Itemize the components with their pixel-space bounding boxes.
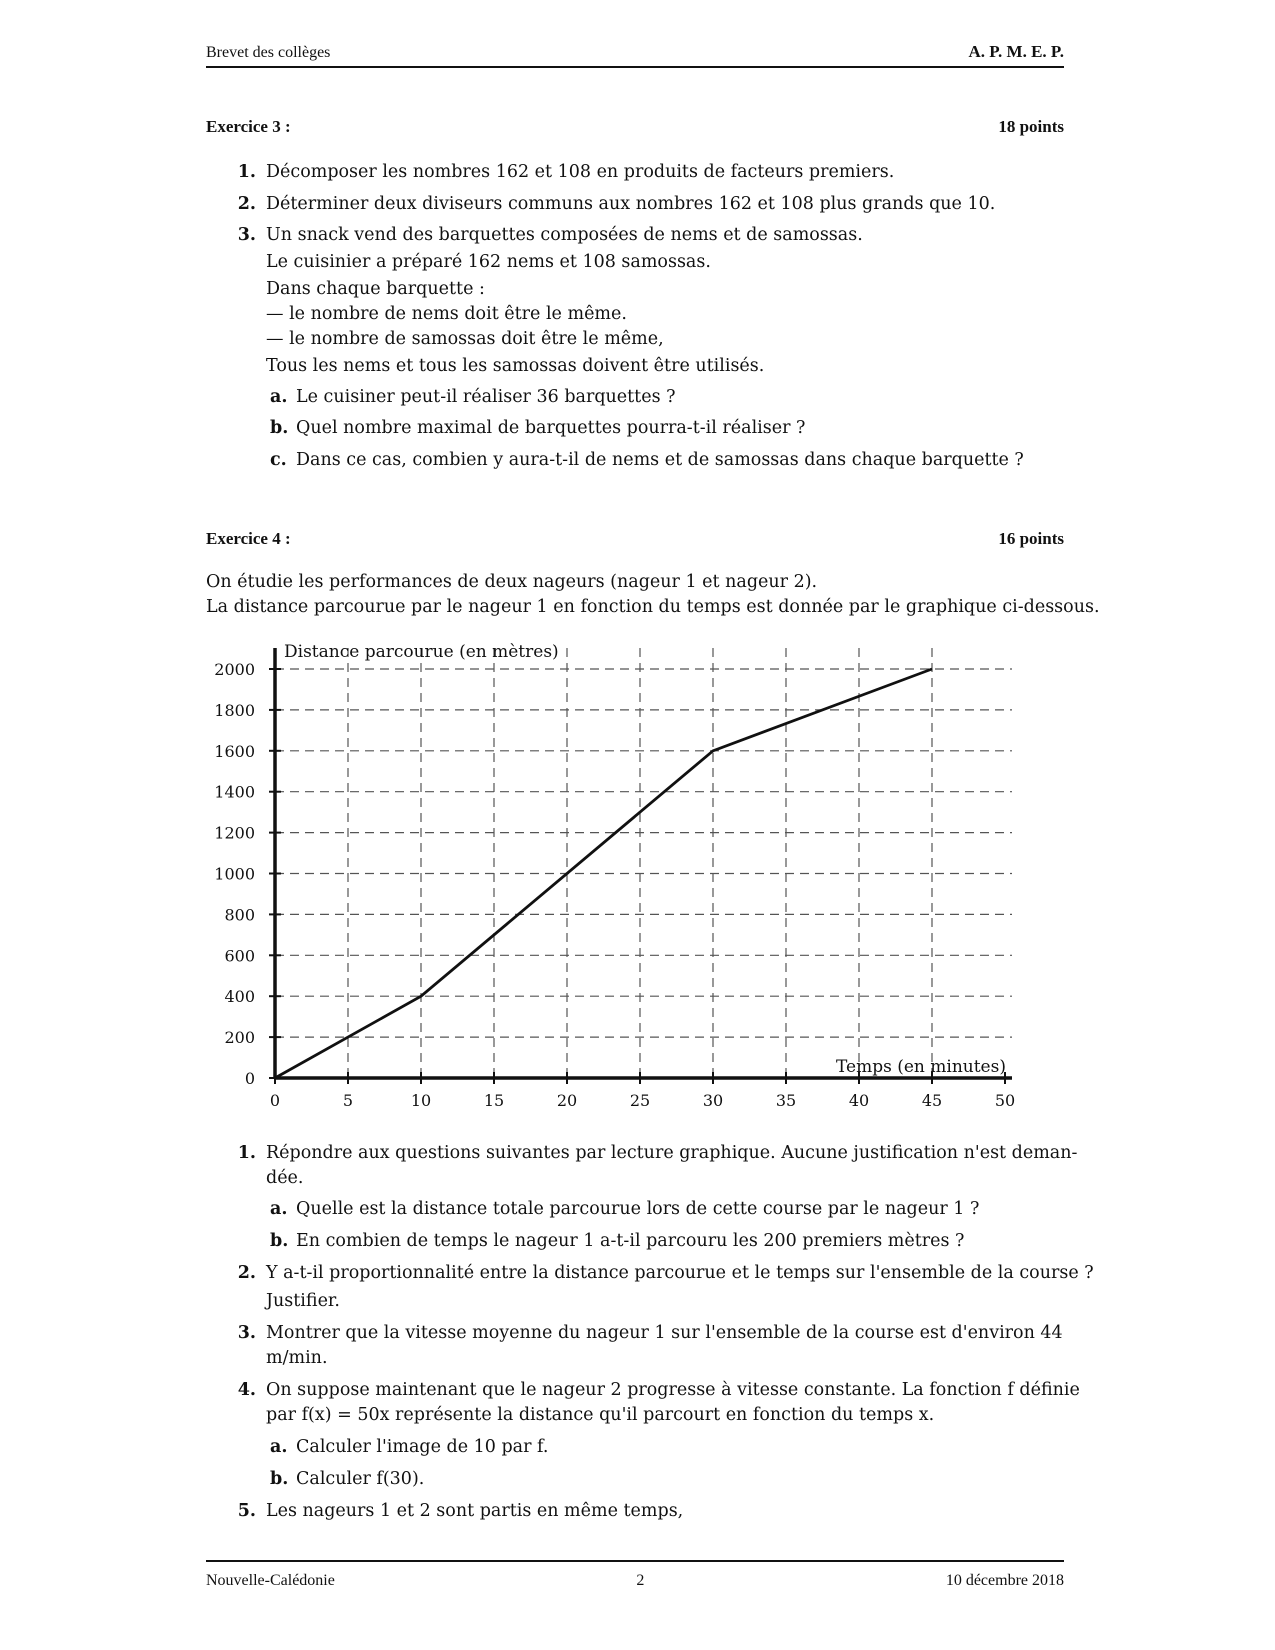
exercise-3-title: Exercice 3 : — [206, 117, 291, 136]
y-tick-label: 0 — [244, 1069, 255, 1088]
question-text: Déterminer deux diviseurs communs aux nombres 162 et 108 plus grands que 10. — [266, 194, 996, 214]
header-left: Brevet des collèges — [206, 44, 331, 61]
question-text: Un snack vend des barquettes composées de nems et de samossas. — [266, 225, 863, 245]
sub-question-label: b. — [270, 1231, 289, 1251]
footer-left: Nouvelle-Calédonie — [206, 1572, 335, 1589]
question-number: 1. — [237, 1143, 256, 1163]
y-tick-label: 1000 — [214, 864, 255, 884]
x-tick-label: 20 — [556, 1091, 578, 1110]
x-tick-label: 10 — [410, 1091, 432, 1110]
y-tick-label: 400 — [224, 987, 255, 1007]
footer-right: 10 décembre 2018 — [945, 1572, 1064, 1589]
sub-question-label: b. — [270, 1469, 289, 1489]
sub-question-label: a. — [270, 387, 288, 407]
question-number: 3. — [237, 1323, 256, 1343]
ex4-q2-line2: Justifier. — [266, 1291, 340, 1311]
sub-question-label: c. — [270, 450, 287, 470]
ex4-q3-line2: m/min. — [266, 1348, 328, 1368]
x-tick-label: 40 — [848, 1091, 870, 1110]
sub-question-label: a. — [270, 1437, 288, 1457]
question-text: Les nageurs 1 et 2 sont partis en même temps, — [266, 1501, 684, 1521]
ex4-q4-line2: par f(x) = 50x représente la distance qu'il parcourt en fonction du temps x. — [266, 1405, 935, 1425]
y-tick-label: 1400 — [214, 782, 255, 802]
page-number: 2 — [636, 1572, 645, 1589]
ex4-intro-2: La distance parcourue par le nageur 1 en fonction du temps est donnée par le graphique ci-dessous. — [206, 597, 1100, 617]
x-tick-label: 0 — [269, 1091, 281, 1110]
ex3-q3-dash-item: — le nombre de nems doit être le même. — [266, 304, 627, 324]
chart-grid — [275, 648, 1012, 1078]
exercise-4-title: Exercice 4 : — [206, 529, 291, 548]
question-text: Décomposer les nombres 162 et 108 en produits de facteurs premiers. — [266, 162, 895, 182]
y-tick-label: 2000 — [214, 660, 255, 679]
chart-ticks — [214, 660, 1015, 1110]
question-text: On suppose maintenant que le nageur 2 progresse à vitesse constante. La fonction f définie — [266, 1380, 1080, 1400]
exercise-4-points: 16 points — [998, 529, 1064, 548]
x-tick-label: 50 — [994, 1091, 1016, 1110]
ex3-q3-line: Le cuisinier a préparé 162 nems et 108 samossas. — [266, 252, 711, 272]
y-tick-label: 1800 — [214, 700, 255, 720]
y-tick-label: 800 — [224, 905, 255, 925]
x-tick-label: 5 — [342, 1091, 354, 1110]
sub-question-text: Quelle est la distance totale parcourue lors de cette course par le nageur 1 ? — [296, 1199, 980, 1219]
question-text: Y a-t-il proportionnalité entre la distance parcourue et le temps sur l'ensemble de la course ? — [266, 1263, 1094, 1283]
ex3-q3-line: Dans chaque barquette : — [266, 279, 485, 299]
sub-question-text: Calculer l'image de 10 par f. — [296, 1437, 549, 1457]
sub-question-text: Quel nombre maximal de barquettes pourra-t-il réaliser ? — [296, 418, 806, 438]
question-text: Répondre aux questions suivantes par lecture graphique. Aucune justification n'est deman- — [266, 1143, 1078, 1163]
sub-question-text: Dans ce cas, combien y aura-t-il de nems et de samossas dans chaque barquette ? — [296, 450, 1024, 470]
question-number: 4. — [237, 1380, 256, 1400]
ex3-q3-line: Tous les nems et tous les samossas doivent être utilisés. — [266, 356, 765, 376]
ex3-q3-dash-item: — le nombre de samossas doit être le même, — [266, 329, 664, 349]
sub-question-label: b. — [270, 418, 289, 438]
header-right: A. P. M. E. P. — [968, 42, 1064, 61]
ex4-intro-1: On étudie les performances de deux nageurs (nageur 1 et nageur 2). — [206, 572, 818, 592]
x-tick-label: 35 — [775, 1091, 797, 1110]
y-tick-label: 600 — [224, 946, 255, 966]
y-tick-label: 1200 — [214, 823, 255, 843]
sub-question-text: Calculer f(30). — [296, 1469, 425, 1489]
question-number: 2. — [237, 194, 256, 214]
question-number: 2. — [237, 1263, 256, 1283]
x-tick-label: 45 — [921, 1091, 943, 1110]
sub-question-text: En combien de temps le nageur 1 a-t-il parcouru les 200 premiers mètres ? — [296, 1231, 965, 1251]
page-footer — [206, 1560, 1064, 1590]
exercise-3-points: 18 points — [998, 117, 1064, 136]
question-number: 3. — [237, 225, 256, 245]
sub-question-text: Le cuisiner peut-il réaliser 36 barquettes ? — [296, 387, 676, 407]
x-tick-label: 30 — [702, 1091, 724, 1110]
x-tick-label: 15 — [483, 1091, 505, 1110]
y-tick-label: 1600 — [214, 741, 255, 761]
x-axis-label: Temps (en minutes) — [836, 1057, 1006, 1077]
y-tick-label: 200 — [224, 1028, 255, 1048]
x-tick-label: 25 — [629, 1091, 651, 1110]
sub-question-label: a. — [270, 1199, 288, 1219]
question-text: Montrer que la vitesse moyenne du nageur 1 sur l'ensemble de la course est d'environ 44 — [266, 1323, 1063, 1343]
y-axis-label: Distance parcourue (en mètres) — [284, 642, 559, 662]
ex4-q1-line2: dée. — [266, 1168, 304, 1188]
question-number: 1. — [237, 162, 256, 182]
chart-axes — [275, 648, 1012, 1078]
question-number: 5. — [237, 1501, 256, 1521]
